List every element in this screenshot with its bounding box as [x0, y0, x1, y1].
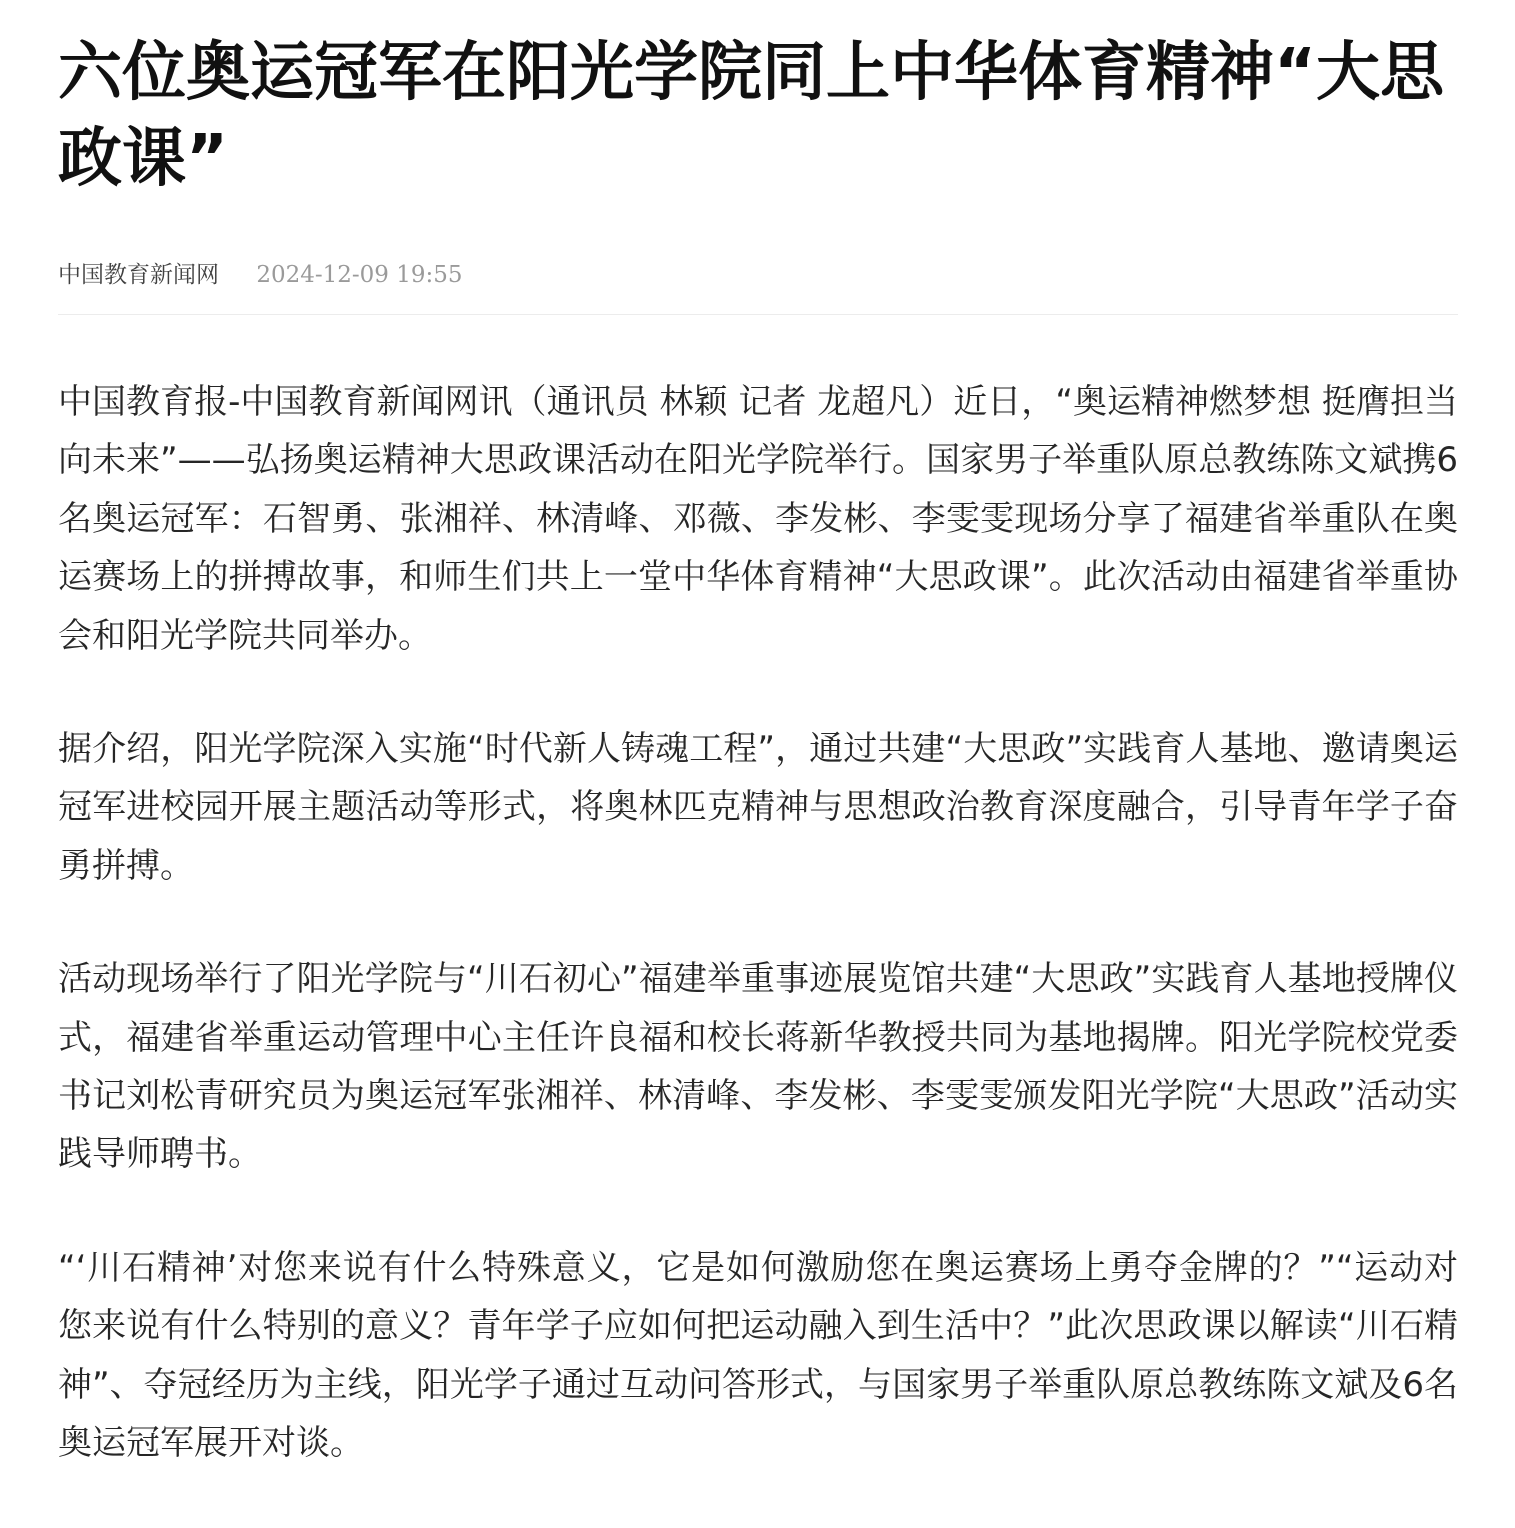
publish-time: 2024-12-09 19:55: [256, 262, 463, 288]
paragraph: 中国教育报-中国教育新闻网讯（通讯员 林颖 记者 龙超凡）近日，“奥运精神燃梦想 挺膺担当向未来”——弘扬奥运精神大思政课活动在阳光学院举行。国家男子举重队原总教练陈文斌携6名奥运冠军：石智勇、张湘祥、林清峰、邓薇、李发彬、李雯雯现场分享了福建省举重队在奥运赛场上的拼搏故事，和师生们共上一堂中华体育精神“大思政课”。此次活动由福建省举重协会和阳光学院共同举办。: [58, 382, 1458, 656]
paragraph: “‘川石精神’对您来说有什么特殊意义，它是如何激励您在奥运赛场上勇夺金牌的？”“运动对您来说有什么特别的意义？青年学子应如何把运动融入到生活中？”此次思政课以解读“川石精神”、夺冠经历为主线，阳光学子通过互动问答形式，与国家男子举重队原总教练陈文斌及6名奥运冠军展开对谈。: [58, 1247, 1458, 1464]
article-source[interactable]: 中国教育新闻网: [58, 262, 219, 288]
divider: [58, 314, 1458, 315]
paragraph: 据介绍，阳光学院深入实施“时代新人铸魂工程”，通过共建“大思政”实践育人基地、邀请奥运冠军进校园开展主题活动等形式，将奥林匹克精神与思想政治教育深度融合，引导青年学子奋勇拼搏。: [58, 729, 1458, 886]
article: [58, 30, 1458, 1528]
article-body: [58, 373, 1458, 1473]
article-title: 六位奥运冠军在阳光学院同上中华体育精神“大思政课”: [58, 36, 1445, 196]
paragraph: 活动现场举行了阳光学院与“川石初心”福建举重事迹展览馆共建“大思政”实践育人基地授牌仪式，福建省举重运动管理中心主任许良福和校长蒋新华教授共同为基地揭牌。阳光学院校党委书记刘松青研究员为奥运冠军张湘祥、林清峰、李发彬、李雯雯颁发阳光学院“大思政”活动实践导师聘书。: [58, 959, 1458, 1175]
article-meta: [58, 260, 1458, 290]
